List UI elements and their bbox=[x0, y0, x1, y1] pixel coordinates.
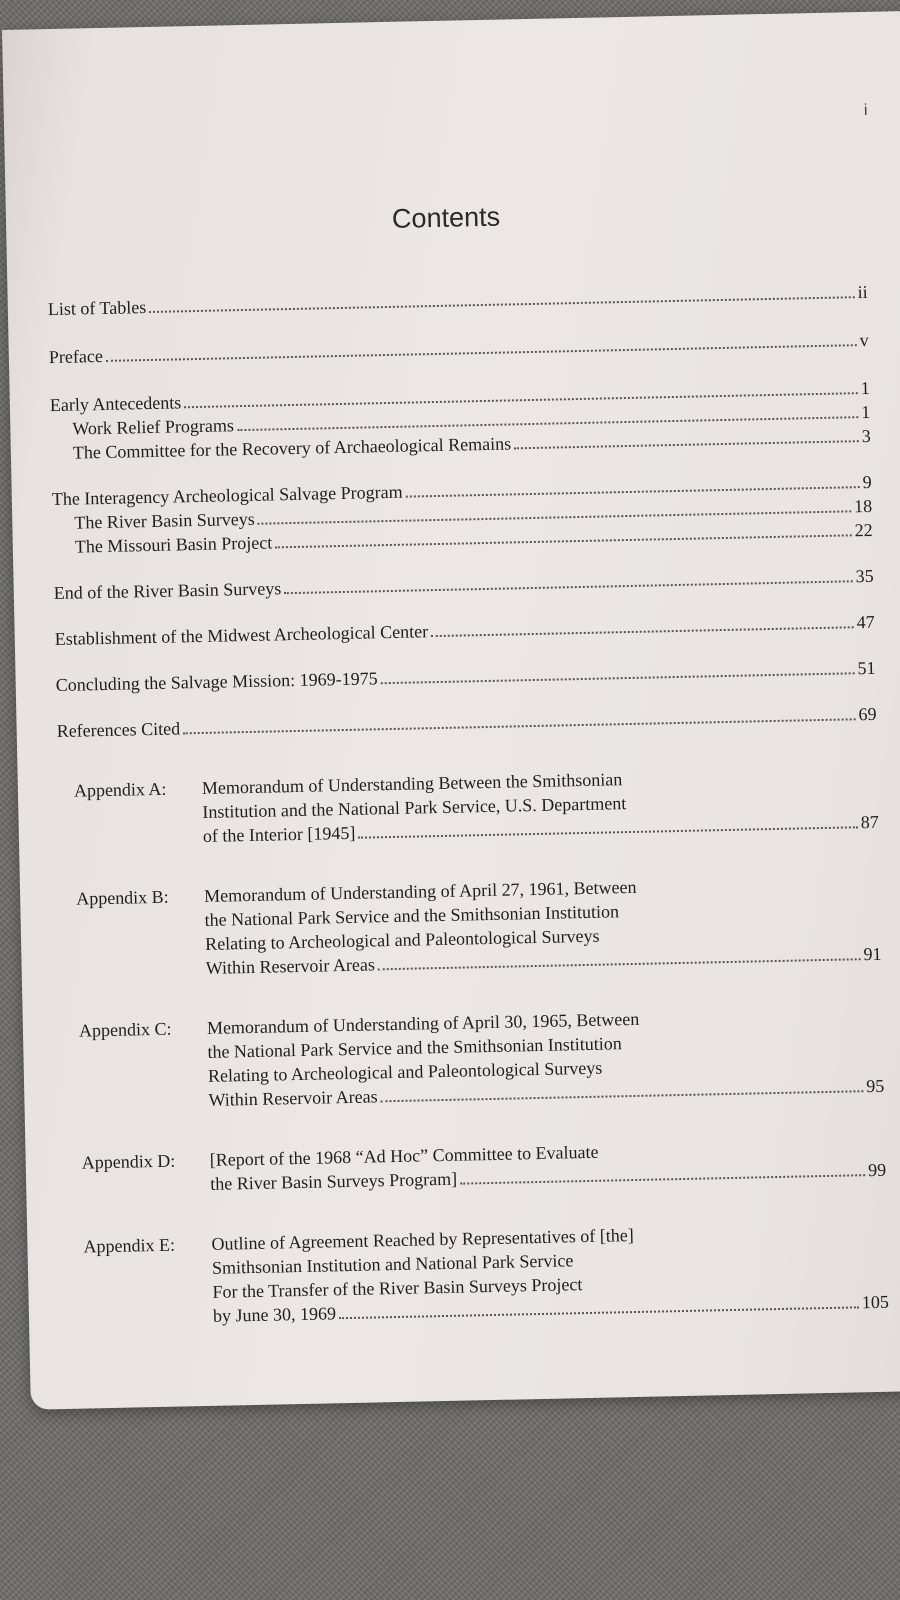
toc-entry-label: Work Relief Programs bbox=[72, 415, 235, 439]
toc-entry-label: Concluding the Salvage Mission: 1969-1975 bbox=[55, 668, 378, 696]
appendix-line: by June 30, 1969 bbox=[212, 1303, 337, 1326]
dot-leader bbox=[339, 1306, 859, 1319]
toc-entry-label: Early Antecedents bbox=[49, 392, 182, 416]
page-content bbox=[2, 11, 900, 1410]
toc-entry-label: Establishment of the Midwest Archeological Center bbox=[54, 621, 429, 650]
appendix-body bbox=[201, 1218, 889, 1328]
appendix-line: Relating to Archeological and Paleontological Surveys bbox=[204, 925, 600, 954]
book-page bbox=[2, 11, 900, 1410]
dot-leader bbox=[514, 440, 859, 449]
appendix-page: 99 bbox=[867, 1159, 887, 1181]
appendix-line: Memorandum of Understanding Between the Smithsonian bbox=[201, 769, 623, 798]
toc-entry-label: References Cited bbox=[56, 718, 181, 742]
appendix-line: the River Basin Surveys Program] bbox=[210, 1168, 458, 1194]
appendix-label: Appendix E: bbox=[83, 1234, 176, 1257]
appendix-body bbox=[197, 1002, 885, 1112]
appendix-line: Memorandum of Understanding of April 30, 1965, Between bbox=[206, 1008, 640, 1038]
toc-entry-page: 22 bbox=[854, 519, 873, 541]
appendix-a bbox=[58, 762, 879, 851]
dot-leader bbox=[106, 344, 857, 362]
appendix-page: 91 bbox=[863, 943, 882, 965]
toc-entry-label: The Interagency Archeological Salvage Program bbox=[51, 481, 403, 510]
dot-leader bbox=[149, 296, 854, 313]
appendix-e bbox=[67, 1218, 889, 1331]
dot-leader bbox=[460, 1174, 865, 1184]
appendix-line: Outline of Agreement Reached by Representatives of [the] bbox=[211, 1225, 634, 1254]
page-number: i bbox=[863, 101, 868, 119]
dot-leader bbox=[381, 1090, 864, 1102]
appendix-page: 105 bbox=[861, 1291, 890, 1313]
appendix-line: For the Transfer of the River Basin Surveys Project bbox=[212, 1274, 583, 1302]
toc-entry-list-of-tables bbox=[48, 280, 868, 321]
dot-leader bbox=[378, 958, 861, 970]
toc-entry-label: List of Tables bbox=[47, 297, 147, 320]
dot-leader bbox=[431, 626, 854, 637]
toc-entry-label: The Missouri Basin Project bbox=[74, 532, 273, 557]
appendix-line: the National Park Service and the Smithsonian Institution bbox=[207, 1033, 623, 1062]
dot-leader bbox=[183, 718, 855, 734]
toc-entry-label: The River Basin Surveys bbox=[74, 508, 255, 533]
appendix-line: Relating to Archeological and Paleontological Surveys bbox=[207, 1057, 603, 1086]
toc-entry-page: 35 bbox=[855, 565, 874, 587]
table-of-contents bbox=[48, 280, 889, 1331]
appendix-label: Appendix C: bbox=[78, 1018, 172, 1041]
appendix-label: Appendix B: bbox=[75, 886, 169, 909]
appendix-b bbox=[60, 870, 882, 983]
toc-entry-preface bbox=[49, 328, 869, 369]
dot-leader bbox=[275, 534, 851, 548]
toc-entry-page: 69 bbox=[858, 703, 877, 725]
toc-entry-midwest-center bbox=[55, 610, 875, 651]
appendix-line: Within Reservoir Areas bbox=[208, 1086, 378, 1110]
toc-entry-label: End of the River Basin Surveys bbox=[53, 578, 282, 604]
contents-title: Contents bbox=[391, 201, 501, 234]
toc-entry-end-of-river-basin-surveys bbox=[54, 564, 874, 605]
dot-leader bbox=[358, 826, 857, 838]
appendix-line: of the Interior [1945] bbox=[202, 822, 356, 846]
appendix-line: Smithsonian Institution and National Park Service bbox=[211, 1250, 574, 1278]
toc-entry-page: 1 bbox=[860, 401, 871, 423]
appendix-line: the National Park Service and the Smithsonian Institution bbox=[204, 901, 620, 930]
toc-entry-page: 1 bbox=[860, 377, 870, 399]
toc-entry-page: ii bbox=[857, 281, 868, 303]
toc-entry-page: 9 bbox=[862, 471, 872, 493]
toc-entry-page: 18 bbox=[853, 495, 873, 517]
appendix-line: Institution and the National Park Service, U.S. Department bbox=[202, 793, 627, 822]
appendix-line: Memorandum of Understanding of April 27, 1961, Between bbox=[203, 876, 637, 906]
toc-entry-label: Preface bbox=[48, 345, 104, 368]
toc-entry-label: The Committee for the Recovery of Archaeological Remains bbox=[72, 433, 512, 463]
appendix-page: 95 bbox=[866, 1075, 885, 1097]
appendix-label: Appendix A: bbox=[73, 778, 167, 801]
toc-entry-concluding-salvage bbox=[55, 656, 875, 697]
appendix-c bbox=[63, 1002, 885, 1115]
toc-entry-page: 51 bbox=[857, 657, 876, 679]
toc-entry-references-cited bbox=[56, 702, 876, 743]
appendix-page: 87 bbox=[860, 811, 879, 833]
toc-entry-page: 47 bbox=[856, 611, 875, 633]
appendix-body bbox=[192, 762, 879, 848]
appendix-body bbox=[199, 1134, 886, 1196]
toc-entry-page: 3 bbox=[861, 425, 871, 447]
appendix-line: [Report of the 1968 “Ad Hoc” Committee to Evaluate bbox=[209, 1141, 599, 1170]
toc-entry-page: v bbox=[859, 329, 869, 351]
dot-leader bbox=[381, 672, 855, 684]
appendix-body bbox=[194, 870, 882, 980]
dot-leader bbox=[284, 580, 852, 594]
appendix-line: Within Reservoir Areas bbox=[205, 954, 376, 978]
appendix-label: Appendix D: bbox=[81, 1150, 176, 1173]
appendix-d bbox=[65, 1134, 886, 1199]
